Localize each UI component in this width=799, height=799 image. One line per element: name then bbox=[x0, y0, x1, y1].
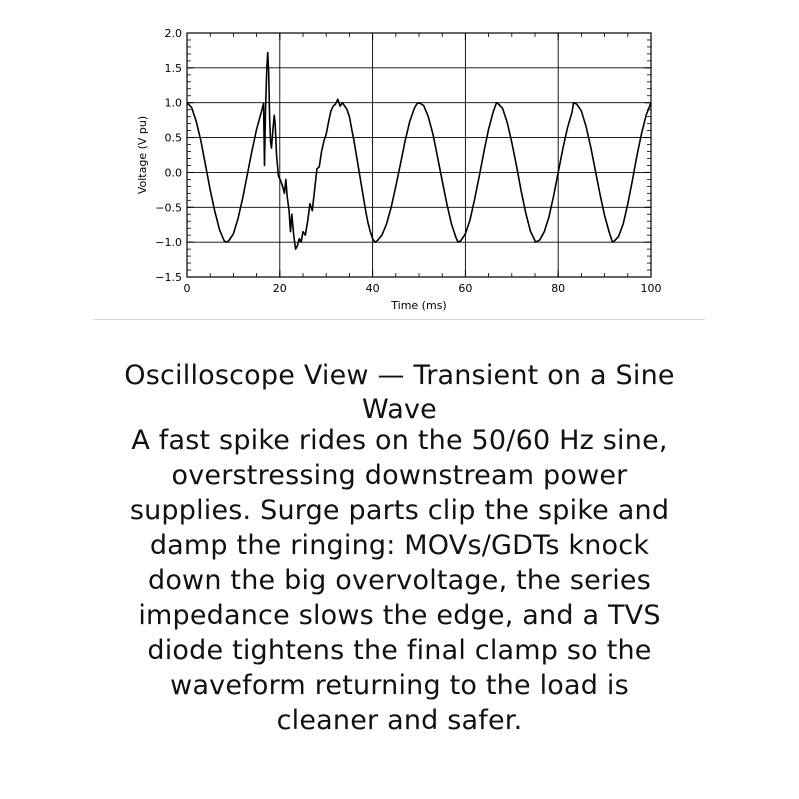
chart-major-ticks bbox=[187, 33, 651, 277]
x-tick-label: 80 bbox=[551, 282, 566, 295]
x-tick-label: 100 bbox=[640, 282, 662, 295]
voltage-series-line bbox=[187, 53, 651, 250]
caption-description: A fast spike rides on the 50/60 Hz sine, overstressing downstream power supplies. Surge parts clip the spike and damp the ringing: MOVs/GDTs knock down the big overvoltage, the series impedance slows the edge, and a TVS diode tightens the final clamp so the waveform returning to the load is cleaner and safer. bbox=[129, 425, 670, 736]
y-tick-label: 0.0 bbox=[164, 166, 182, 180]
x-tick-label: 20 bbox=[272, 282, 287, 295]
y-axis-label: Voltage (V pu) bbox=[136, 115, 149, 195]
plot-frame bbox=[187, 33, 651, 277]
x-tick-label: 60 bbox=[458, 282, 473, 295]
y-tick-label: 2.0 bbox=[164, 27, 182, 40]
chart-grid bbox=[187, 33, 651, 277]
section-divider bbox=[93, 319, 705, 320]
y-tick-label: 1.0 bbox=[164, 96, 182, 110]
y-tick-label: 1.5 bbox=[164, 61, 182, 75]
y-tick-label: −1.5 bbox=[155, 271, 182, 284]
y-tick-label: −0.5 bbox=[155, 201, 182, 215]
y-tick-label: −1.0 bbox=[155, 236, 182, 250]
caption-title: Oscilloscope View — Transient on a Sine Wave bbox=[124, 360, 675, 425]
y-tick-labels bbox=[155, 27, 182, 284]
x-tick-label: 40 bbox=[365, 282, 380, 295]
x-tick-label: 0 bbox=[183, 282, 191, 295]
x-tick-labels bbox=[184, 282, 662, 295]
oscilloscope-chart bbox=[0, 0, 799, 320]
x-axis-label: Time (ms) bbox=[391, 299, 447, 312]
y-tick-label: 0.5 bbox=[164, 131, 182, 145]
chart-minor-ticks bbox=[187, 33, 651, 277]
